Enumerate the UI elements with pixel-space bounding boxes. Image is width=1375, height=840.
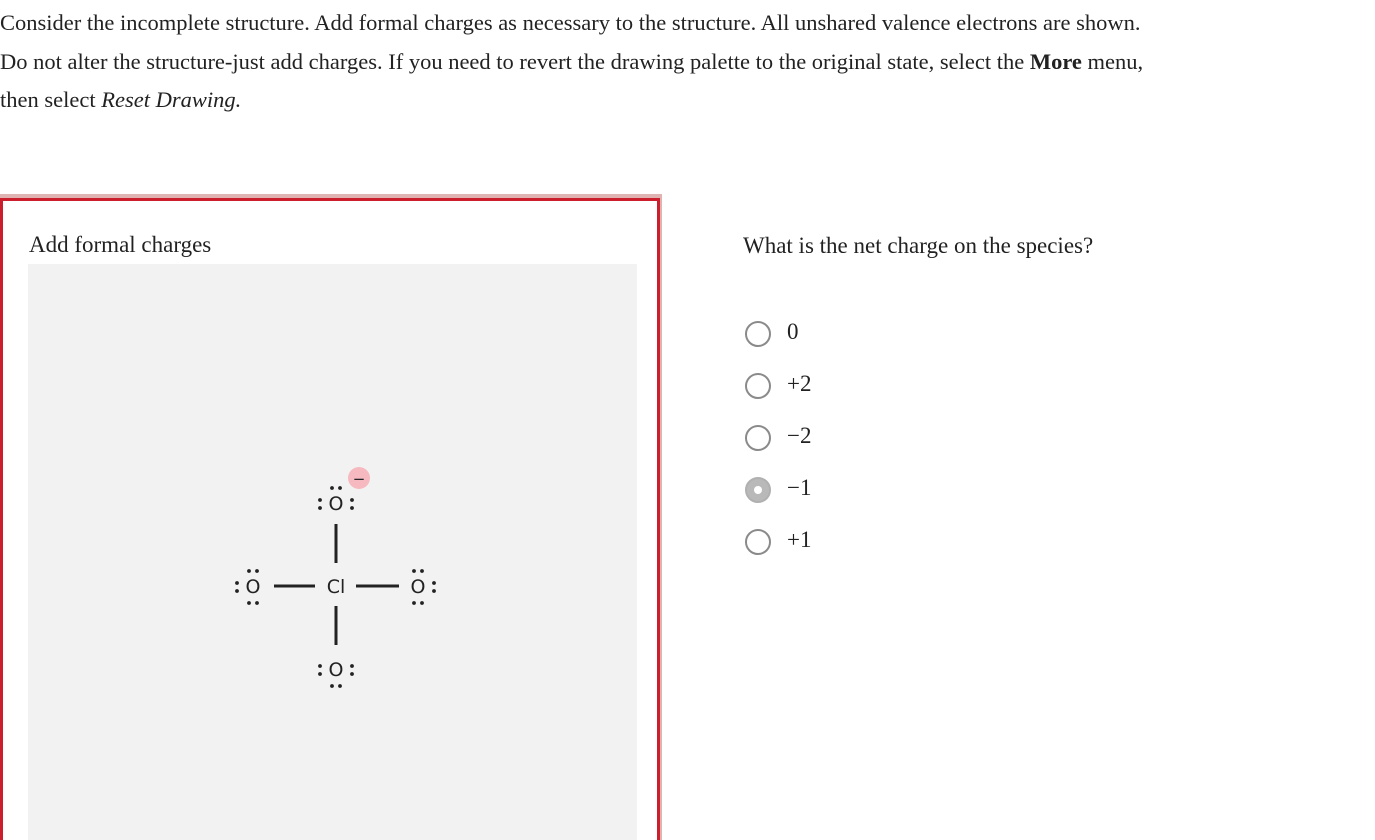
atom-central[interactable]: Cl bbox=[326, 576, 346, 598]
formal-charge-marker[interactable] bbox=[348, 467, 370, 489]
radio-button-selected[interactable] bbox=[745, 477, 771, 503]
instructions-line-3 bbox=[0, 81, 1375, 120]
panel-title: Add formal charges bbox=[29, 232, 212, 257]
lewis-structure[interactable] bbox=[28, 264, 637, 840]
option-plus-2[interactable] bbox=[745, 368, 811, 420]
atom-left[interactable]: O bbox=[245, 576, 261, 598]
instructions-line-2-start: Do not alter the structure-just add charges. If you need to revert the drawing palette to the original state, select the bbox=[0, 48, 1030, 74]
option-label[interactable]: +1 bbox=[787, 527, 812, 552]
drawing-canvas[interactable] bbox=[28, 264, 637, 840]
option-label[interactable]: +2 bbox=[787, 371, 812, 396]
reset-drawing-reference: Reset Drawing. bbox=[101, 87, 242, 112]
radio-button[interactable] bbox=[745, 529, 771, 555]
radio-button[interactable] bbox=[745, 425, 771, 451]
formal-charge-sign: − bbox=[352, 470, 366, 488]
atom-top[interactable]: O bbox=[328, 493, 344, 515]
option-0[interactable] bbox=[745, 316, 811, 368]
question-text: What is the net charge on the species? bbox=[743, 233, 1094, 258]
radio-button[interactable] bbox=[745, 373, 771, 399]
option-label[interactable]: −1 bbox=[787, 475, 812, 500]
option-label[interactable]: 0 bbox=[787, 319, 799, 344]
answer-options bbox=[745, 316, 811, 576]
instructions-line-3-start: then select bbox=[0, 87, 102, 112]
instructions bbox=[0, 4, 1375, 120]
atom-right[interactable]: O bbox=[410, 576, 426, 598]
option-label[interactable]: −2 bbox=[787, 423, 812, 448]
option-minus-2[interactable] bbox=[745, 420, 811, 472]
drawing-panel bbox=[0, 198, 660, 840]
instructions-line-2-end: menu, bbox=[1081, 48, 1144, 74]
more-menu-reference: More bbox=[1029, 48, 1082, 74]
radio-button[interactable] bbox=[745, 321, 771, 347]
option-minus-1[interactable] bbox=[745, 472, 811, 524]
option-plus-1[interactable] bbox=[745, 524, 811, 576]
instructions-line-1: Consider the incomplete structure. Add formal charges as necessary to the structure. All unshared valence electrons are shown. bbox=[0, 10, 1141, 35]
atom-bottom[interactable]: O bbox=[328, 659, 344, 681]
instructions-line-2 bbox=[0, 43, 1375, 82]
